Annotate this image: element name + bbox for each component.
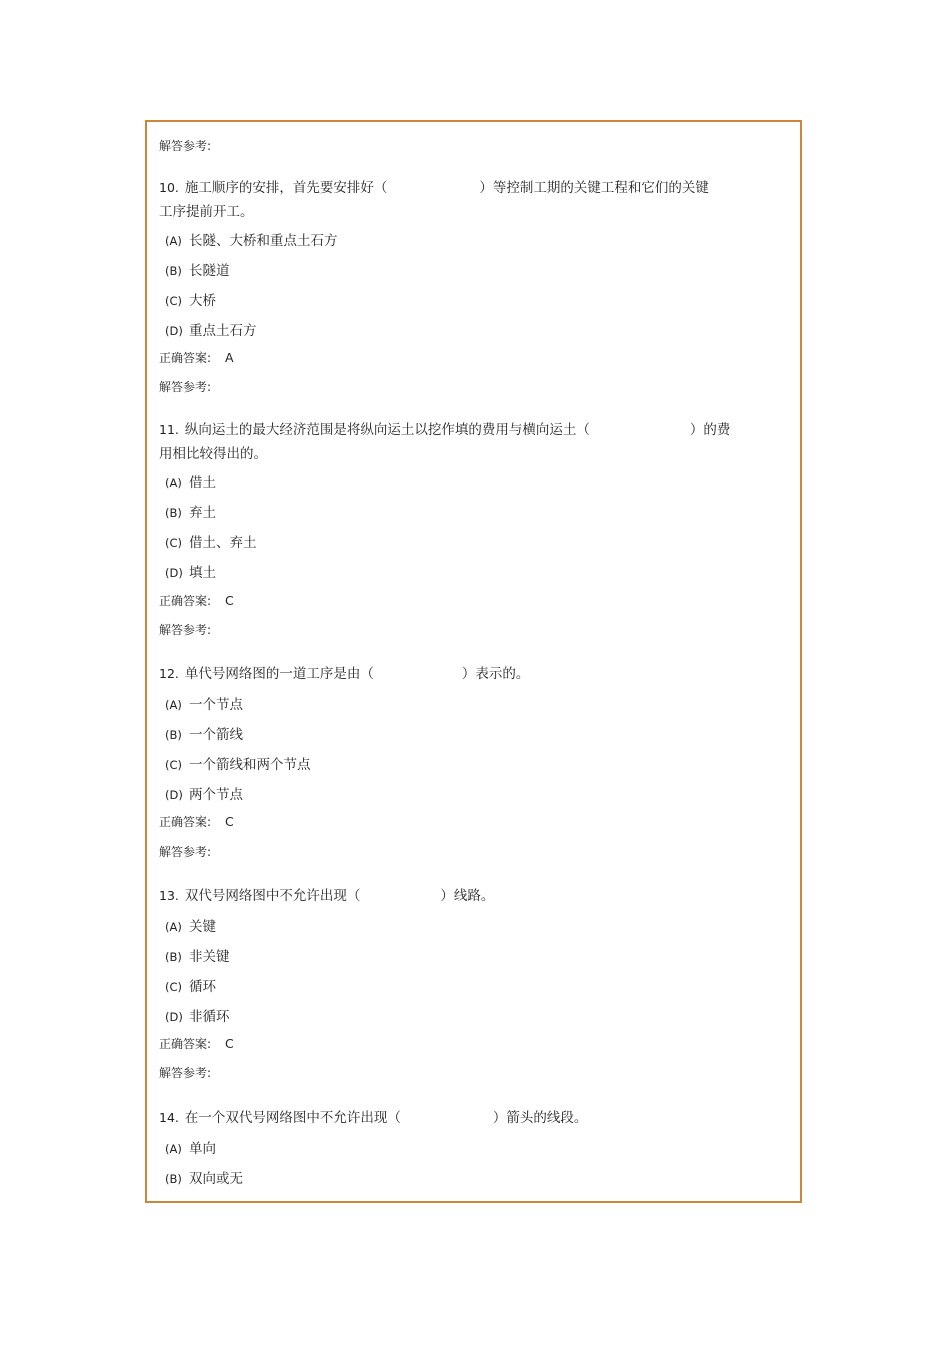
- question-text: 双代号网络图中不允许出现（: [184, 888, 361, 904]
- question-text: ）表示的。: [461, 666, 530, 682]
- question-10-stem-cont: 工序提前开工。: [159, 204, 254, 220]
- option-text: 长隧、大桥和重点土石方: [189, 233, 338, 249]
- question-text: ）线路。: [440, 888, 495, 904]
- correct-answer-value: C: [225, 593, 234, 608]
- question-text: 在一个双代号网络图中不允许出现（: [184, 1110, 401, 1126]
- option-text: 循环: [189, 979, 216, 995]
- option-a[interactable]: [165, 918, 216, 936]
- option-c[interactable]: [165, 978, 216, 996]
- option-letter: (D): [165, 566, 183, 580]
- question-13-stem: [159, 887, 494, 905]
- option-letter: (C): [165, 536, 183, 550]
- option-letter: (B): [165, 950, 182, 964]
- option-letter: (D): [165, 324, 183, 338]
- question-14-stem: [159, 1109, 587, 1127]
- question-11-stem-cont: 用相比较得出的。: [159, 446, 267, 462]
- option-text: 大桥: [189, 293, 216, 309]
- option-letter: (A): [165, 698, 182, 712]
- option-d[interactable]: [165, 786, 243, 804]
- option-letter: (A): [165, 1142, 182, 1156]
- option-a[interactable]: [165, 474, 216, 492]
- option-b[interactable]: [165, 1170, 243, 1188]
- option-letter: (A): [165, 476, 182, 490]
- option-letter: (C): [165, 980, 183, 994]
- option-d[interactable]: [165, 564, 216, 582]
- option-text: 长隧道: [189, 263, 230, 279]
- correct-answer-label: 正确答案:: [159, 815, 212, 829]
- question-text: ）等控制工期的关键工程和它们的关键: [479, 180, 709, 196]
- answer-ref-label: 解答参考:: [159, 139, 212, 153]
- option-letter: (B): [165, 1172, 182, 1186]
- question-text: ）箭头的线段。: [492, 1110, 588, 1126]
- option-b[interactable]: [165, 726, 243, 744]
- correct-answer-label: 正确答案:: [159, 594, 212, 608]
- answer-ref-label: 解答参考:: [159, 845, 212, 859]
- option-c[interactable]: [165, 534, 257, 552]
- option-text: 一个箭线和两个节点: [189, 757, 311, 773]
- option-b[interactable]: [165, 948, 230, 966]
- option-letter: (D): [165, 788, 183, 802]
- correct-answer-label: 正确答案:: [159, 351, 212, 365]
- option-text: 非循环: [189, 1009, 230, 1025]
- option-letter: (B): [165, 264, 182, 278]
- option-c[interactable]: [165, 756, 311, 774]
- option-a[interactable]: [165, 1140, 216, 1158]
- correct-answer-value: A: [225, 350, 234, 365]
- correct-answer-value: C: [225, 1036, 234, 1051]
- option-letter: (B): [165, 506, 182, 520]
- question-12-stem: [159, 665, 529, 683]
- option-text: 一个箭线: [189, 727, 243, 743]
- option-text: 单向: [189, 1141, 216, 1157]
- option-text: 重点土石方: [189, 323, 257, 339]
- option-a[interactable]: [165, 232, 338, 250]
- answer-ref-label: 解答参考:: [159, 380, 212, 394]
- option-letter: (D): [165, 1010, 183, 1024]
- option-b[interactable]: [165, 504, 216, 522]
- question-number: 11.: [159, 422, 179, 437]
- option-letter: (A): [165, 920, 182, 934]
- question-text: ）的费: [689, 422, 731, 438]
- question-number: 12.: [159, 666, 179, 681]
- option-letter: (B): [165, 728, 182, 742]
- option-text: 关键: [189, 919, 216, 935]
- answer-ref-label: 解答参考:: [159, 1066, 212, 1080]
- correct-answer: [159, 1035, 234, 1053]
- question-11-stem: [159, 421, 730, 439]
- question-number: 14.: [159, 1110, 179, 1125]
- question-number: 13.: [159, 888, 179, 903]
- option-text: 借土: [189, 475, 216, 491]
- question-10-stem: [159, 179, 709, 197]
- option-letter: (A): [165, 234, 182, 248]
- option-text: 两个节点: [189, 787, 243, 803]
- option-text: 双向或无: [189, 1171, 243, 1187]
- option-a[interactable]: [165, 696, 243, 714]
- option-b[interactable]: [165, 262, 230, 280]
- option-text: 借土、弃土: [189, 535, 257, 551]
- question-frame: [145, 120, 802, 1203]
- correct-answer-value: C: [225, 814, 234, 829]
- option-letter: (C): [165, 758, 183, 772]
- option-text: 一个节点: [189, 697, 243, 713]
- option-text: 填土: [189, 565, 216, 581]
- option-letter: (C): [165, 294, 183, 308]
- answer-ref-label: 解答参考:: [159, 623, 212, 637]
- option-text: 弃土: [189, 505, 216, 521]
- question-text: 纵向运土的最大经济范围是将纵向运土以挖作填的费用与横向运土（: [184, 422, 590, 438]
- correct-answer: [159, 349, 234, 367]
- option-text: 非关键: [189, 949, 230, 965]
- question-number: 10.: [159, 180, 179, 195]
- option-d[interactable]: [165, 322, 257, 340]
- question-text: 施工顺序的安排，首先要安排好（: [184, 180, 388, 196]
- option-c[interactable]: [165, 292, 216, 310]
- option-d[interactable]: [165, 1008, 230, 1026]
- correct-answer: [159, 592, 234, 610]
- correct-answer: [159, 813, 234, 831]
- correct-answer-label: 正确答案:: [159, 1037, 212, 1051]
- question-text: 单代号网络图的一道工序是由（: [184, 666, 374, 682]
